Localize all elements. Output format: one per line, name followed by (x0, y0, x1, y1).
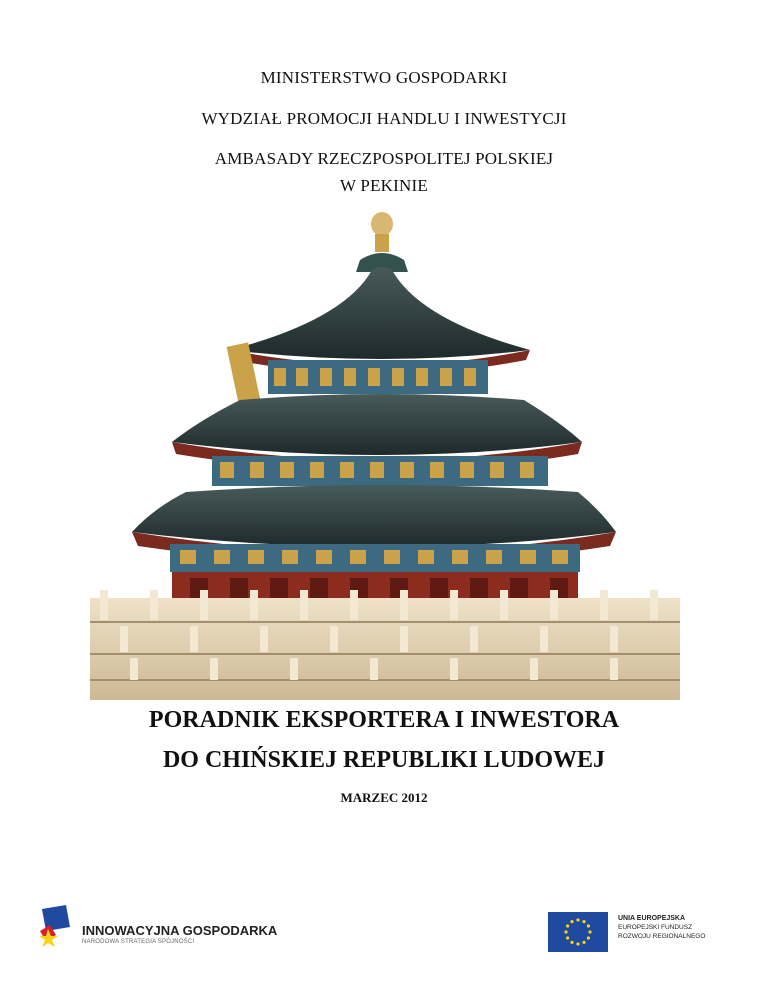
eu-flag-icon (548, 912, 608, 952)
eu-line-3: ROZWOJU REGIONALNEGO (618, 933, 706, 940)
header-embassy: AMBASADY RZECZPOSPOLITEJ POLSKIEJ (214, 149, 554, 168)
eu-fund-logo (548, 906, 738, 956)
roof-top (230, 267, 530, 359)
eu-line-1: UNIA EUROPEJSKA (618, 915, 686, 922)
innowacyjna-gospodarka-logo (36, 905, 276, 955)
star-flag-icon (36, 905, 76, 953)
marble-terrace (90, 598, 680, 700)
frieze-bottom (170, 544, 580, 572)
finial (371, 212, 393, 236)
publication-date: MARZEC 2012 (340, 790, 428, 805)
logo-left-name: INNOWACYJNA GOSPODARKA (82, 923, 278, 938)
main-title-line-1: PORADNIK EKSPORTERA I INWESTORA (148, 707, 620, 733)
temple-of-heaven-illustration (90, 210, 680, 700)
header-city: W PEKINIE (340, 176, 428, 195)
roof-middle (172, 394, 582, 455)
header-department: WYDZIAŁ PROMOCJI HANDLU I INWESTYCJI (201, 109, 567, 128)
logo-left-subtitle: NARODOWA STRATEGIA SPÓJNOŚCI (82, 939, 195, 945)
roof-bottom (132, 485, 616, 547)
header-ministry: MINISTERSTWO GOSPODARKI (260, 68, 508, 87)
eu-line-2: EUROPEJSKI FUNDUSZ (618, 924, 693, 931)
main-title-line-2: DO CHIŃSKIEJ REPUBLIKI LUDOWEJ (162, 747, 606, 773)
eu-fund-text (618, 914, 705, 941)
